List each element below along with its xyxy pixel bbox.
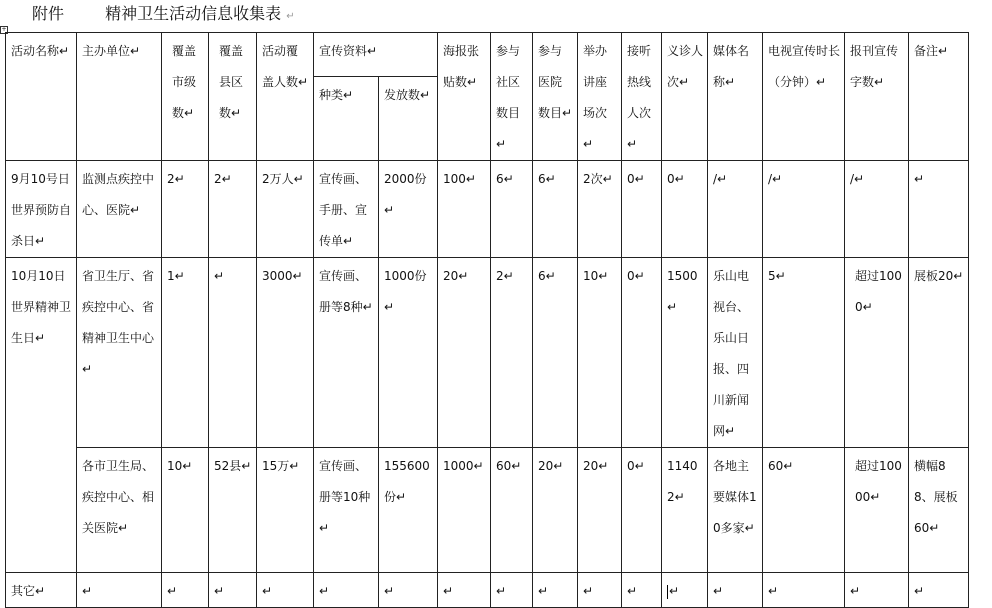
cell-county-level[interactable]: ↵ (209, 258, 257, 448)
cell-hotline[interactable]: ↵ (622, 573, 662, 608)
cell-remarks[interactable]: 横幅88、展板60↵ (909, 448, 969, 573)
header-materials-count[interactable]: 发放数↵ (379, 77, 438, 161)
header-materials[interactable]: 宣传资料↵ (314, 33, 438, 77)
cell-activity-name[interactable]: 其它↵ (6, 573, 77, 608)
cell-host[interactable]: 省卫生厅、省疾控中心、省精神卫生中心↵ (77, 258, 162, 448)
cell-posters[interactable]: 100↵ (438, 161, 491, 258)
header-host[interactable]: 主办单位↵ (77, 33, 162, 161)
header-hotline[interactable]: 接听热线人次↵ (622, 33, 662, 161)
cell-host[interactable]: 监测点疾控中心、医院↵ (77, 161, 162, 258)
cell-media[interactable]: 各地主要媒体10多家↵ (708, 448, 763, 573)
cell-community[interactable]: 6↵ (491, 161, 533, 258)
header-community[interactable]: 参与社区数目↵ (491, 33, 533, 161)
cell-people-count[interactable]: 2万人↵ (257, 161, 314, 258)
cell-remarks[interactable]: 展板20↵ (909, 258, 969, 448)
header-newspaper[interactable]: 报刊宣传字数↵ (845, 33, 909, 161)
table-row (6, 573, 992, 608)
cell-clinic[interactable]: 11402↵ (662, 448, 708, 573)
header-remarks[interactable]: 备注↵ (909, 33, 969, 161)
cell-lectures[interactable]: 2次↵ (578, 161, 622, 258)
cell-materials-type[interactable]: ↵ (314, 573, 379, 608)
cell-posters[interactable]: 1000↵ (438, 448, 491, 573)
cell-posters[interactable]: ↵ (438, 573, 491, 608)
cell-clinic[interactable]: 1500↵ (662, 258, 708, 448)
header-clinic[interactable]: 义诊人次↵ (662, 33, 708, 161)
cell-city-level[interactable]: 1↵ (162, 258, 209, 448)
document-title (32, 2, 295, 26)
text-cursor (667, 585, 668, 599)
cell-host[interactable]: 各市卫生局、疾控中心、相关医院↵ (77, 448, 162, 573)
cell-lectures[interactable]: 10↵ (578, 258, 622, 448)
activity-info-table (5, 32, 992, 608)
cell-newspaper[interactable]: /↵ (845, 161, 909, 258)
cell-hospitals[interactable]: 6↵ (533, 161, 578, 258)
cell-county-level[interactable]: 2↵ (209, 161, 257, 258)
cell-lectures[interactable]: ↵ (578, 573, 622, 608)
cell-hotline[interactable]: 0↵ (622, 161, 662, 258)
cell-activity-name[interactable]: 9月10号日世界预防自杀日↵ (6, 161, 77, 258)
header-people-count[interactable]: 活动覆盖人数↵ (257, 33, 314, 161)
cell-host[interactable]: ↵ (77, 573, 162, 608)
cell-hotline[interactable]: 0↵ (622, 448, 662, 573)
cell-materials-count[interactable]: 2000份↵ (379, 161, 438, 258)
cell-activity-name[interactable]: 10月10日世界精神卫生日↵ (6, 258, 77, 573)
cell-newspaper[interactable]: 超过1000↵ (845, 258, 909, 448)
header-city-level[interactable]: 覆盖市级数↵ (162, 33, 209, 161)
header-row (6, 33, 992, 77)
cell-materials-type[interactable]: 宣传画、册等10种↵ (314, 448, 379, 573)
cell-county-level[interactable]: ↵ (209, 573, 257, 608)
form-title: 精神卫生活动信息收集表 (105, 2, 281, 26)
cell-materials-count[interactable]: 155600份↵ (379, 448, 438, 573)
header-media[interactable]: 媒体名称↵ (708, 33, 763, 161)
table-row (6, 161, 992, 258)
cell-community[interactable]: 60↵ (491, 448, 533, 573)
cell-tv-time[interactable]: 5↵ (763, 258, 845, 448)
header-lectures[interactable]: 举办讲座场次↵ (578, 33, 622, 161)
cell-media[interactable]: ↵ (708, 573, 763, 608)
cell-county-level[interactable]: 52县↵ (209, 448, 257, 573)
cell-city-level[interactable]: ↵ (162, 573, 209, 608)
cell-materials-type[interactable]: 宣传画、手册、宣传单↵ (314, 161, 379, 258)
header-tv-time[interactable]: 电视宣传时长（分钟）↵ (763, 33, 845, 161)
cell-clinic[interactable]: ↵ (662, 573, 708, 608)
header-county-level[interactable]: 覆盖县区数↵ (209, 33, 257, 161)
cell-remarks[interactable]: ↵ (909, 161, 969, 258)
cell-media[interactable]: /↵ (708, 161, 763, 258)
cell-tv-time[interactable]: ↵ (763, 573, 845, 608)
table-row (6, 258, 992, 448)
cell-newspaper[interactable]: 超过10000↵ (845, 448, 909, 573)
cell-community[interactable]: 2↵ (491, 258, 533, 448)
cell-people-count[interactable]: 3000↵ (257, 258, 314, 448)
cell-materials-count[interactable]: ↵ (379, 573, 438, 608)
cell-materials-type[interactable]: 宣传画、册等8种↵ (314, 258, 379, 448)
cell-clinic[interactable]: 0↵ (662, 161, 708, 258)
cell-tv-time[interactable]: /↵ (763, 161, 845, 258)
cell-community[interactable]: ↵ (491, 573, 533, 608)
table-move-handle-icon[interactable]: + (0, 26, 8, 34)
paragraph-mark: ↵ (286, 11, 294, 22)
cell-tv-time[interactable]: 60↵ (763, 448, 845, 573)
cell-city-level[interactable]: 2↵ (162, 161, 209, 258)
header-hospitals[interactable]: 参与医院数目↵ (533, 33, 578, 161)
cell-newspaper[interactable]: ↵ (845, 573, 909, 608)
cell-lectures[interactable]: 20↵ (578, 448, 622, 573)
cell-media[interactable]: 乐山电视台、乐山日报、四川新闻网↵ (708, 258, 763, 448)
cell-hospitals[interactable]: 20↵ (533, 448, 578, 573)
cell-materials-count[interactable]: 1000份↵ (379, 258, 438, 448)
cell-city-level[interactable]: 10↵ (162, 448, 209, 573)
cell-hospitals[interactable]: ↵ (533, 573, 578, 608)
cell-remarks[interactable]: ↵ (909, 573, 969, 608)
cell-hotline[interactable]: 0↵ (622, 258, 662, 448)
header-activity-name[interactable]: 活动名称↵ (6, 33, 77, 161)
cell-people-count[interactable]: 15万↵ (257, 448, 314, 573)
cell-hospitals[interactable]: 6↵ (533, 258, 578, 448)
table-row (6, 448, 992, 573)
attachment-label: 附件 (32, 2, 64, 26)
cell-people-count[interactable]: ↵ (257, 573, 314, 608)
header-materials-type[interactable]: 种类↵ (314, 77, 379, 161)
cell-posters[interactable]: 20↵ (438, 258, 491, 448)
header-posters[interactable]: 海报张贴数↵ (438, 33, 491, 161)
